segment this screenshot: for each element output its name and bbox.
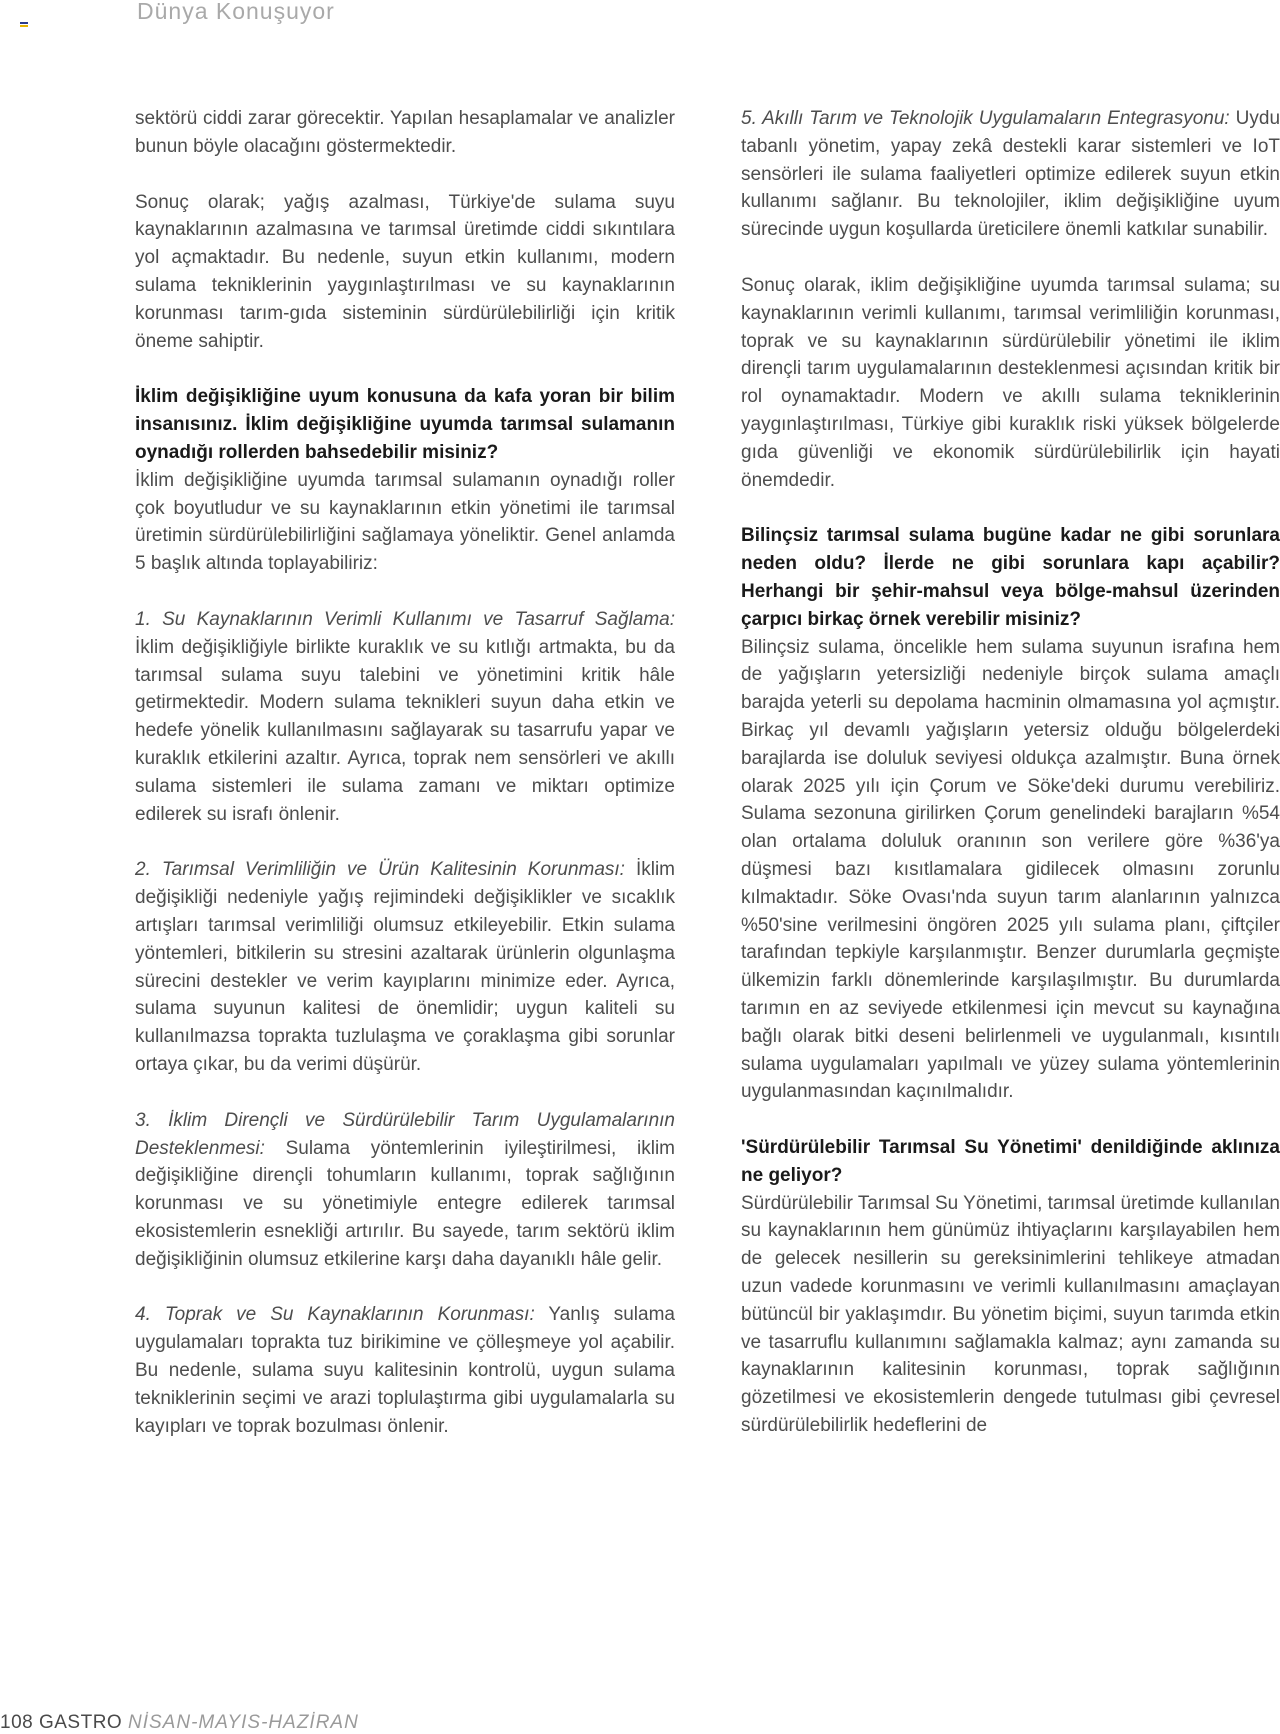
list-item-title: 5. Akıllı Tarım ve Teknolojik Uygulamaların Entegrasyonu: (741, 108, 1230, 129)
header-mark-bar-bottom (20, 25, 28, 27)
magazine-name: GASTRO (38, 1712, 123, 1733)
section-title: Dünya Konuşuyor (137, 0, 335, 24)
interview-question: İklim değişikliğine uyum konusuna da kafa yoran bir bilim insanısınız. İklim değişikliğine uyumda tarımsal sulamanın oynadığı rollerden bahsedebilir misiniz? (135, 386, 675, 463)
list-item (135, 1107, 675, 1274)
list-item-title: 1. Su Kaynaklarının Verimli Kullanımı ve Tasarruf Sağlama: (135, 608, 675, 630)
paragraph: Sonuç olarak; yağış azalması, Türkiye'de sulama suyu kaynaklarının azalmasına ve tarımsal üretimde ciddi sıkıntılara yol açmaktadır. Bu nedenle, suyun etkin kullanımı, modern sulama tekniklerinin yaygınlaştırılması ve su kaynaklarının korunması tarım-gıda sisteminin sürdürülebilirliği için kritik öneme sahiptir. (135, 191, 675, 352)
interview-answer: Bilinçsiz sulama, öncelikle hem sulama suyunun israfına hem de yağışların yetersizliği nedeniyle birçok sulama amaçlı barajda yeterli su depolama hacminin olmamasına yol açmıştır. Birkaç yıl devamlı yağışların yetersiz olduğu bölgelerdeki barajlarda ise doluluk seviyesi oldukça azalmıştır. Buna örnek olarak 2025 yılı için Çorum ve Söke'deki durumu verebiliriz. Sulama sezonuna girilirken Çorum genelindeki barajların %54 olan ortalama doluluk oranının son verilere göre %36'ya düşmesi bazı kısıtlamalara gidilecek olmasını zorunlu kılmaktadır. Söke Ovası'nda suyun tarım alanlarının yalnızca %50'sine verilmesini öngören 2025 yılı sulama planı, çiftçiler tarafından tepkiyle karşılanmıştır. Benzer durumlarla geçmişte ülkemizin farklı dönemlerinde karşılaşılmıştır. Bu durumlarda tarımın en az seviyede etkilenmesi için mevcut su kaynağına bağlı olarak bitki deseni belirlenmeli ve uygulanmalı, kısıntılı sulama uygulamaları yapılmalı ve yüzey sulama yöntemlerinin uygulanmasından kaçınılmalıdır. (741, 636, 1280, 1103)
interview-question: 'Sürdürülebilir Tarımsal Su Yönetimi' denildiğinde aklınıza ne geliyor? (741, 1137, 1280, 1186)
interview-answer: Sürdürülebilir Tarımsal Su Yönetimi, tarımsal üretimde kullanılan su kaynaklarının hem günümüz ihtiyaçlarını karşılayabilen hem de gelecek nesillerin su gereksinimlerini tehlikeye atmadan uzun vadede korunmasını ve verimli kullanılmasını amaçlayan bütüncül bir yaklaşımdır. Bu yönetim biçimi, suyun tarımda etkin ve tasarruflu kullanımını sağlamakla kalmaz; aynı zamanda su kaynaklarının kalitesinin korunması, toprak sağlığının gözetilmesi ve ekosistemlerin dengede tutulması gibi çevresel sürdürülebilirlik hedeflerini de (741, 1192, 1280, 1437)
issue-label: NİSAN-MAYIS-HAZİRAN (128, 1712, 359, 1733)
interview-question: Bilinçsiz tarımsal sulama bugüne kadar ne gibi sorunlara neden oldu? İlerde ne gibi sorunlara kapı açabilir? Herhangi bir şehir-mahsul veya bölge-mahsul üzerinden çarpıcı birkaç örnek verebilir misiniz? (741, 525, 1280, 630)
paragraph: sektörü ciddi zarar görecektir. Yapılan hesaplamalar ve analizler bunun böyle olacağını göstermektedir. (135, 108, 675, 157)
list-item (741, 105, 1280, 244)
list-item-body: Uydu tabanlı yönetim, yapay zekâ destekli karar sistemleri ve IoT sensörleri ile sulama faaliyetleri optimize edilerek suyun etkin kullanımı sağlanır. Bu teknolojiler, iklim değişikliğine uyum sürecinde uygun koşullarda üreticilere önemli katkılar sunabilir. (741, 108, 1280, 241)
left-column (135, 105, 675, 1468)
interview-answer: İklim değişikliğine uyumda tarımsal sulamanın oynadığı roller çok boyutludur ve su kaynaklarının etkin yönetimi ile tarımsal üretimin sürdürülebilirliğini sağlamaya yöneliktir. Genel anlamda 5 başlık altında toplayabiliriz: (135, 469, 675, 575)
header-logo-mark (20, 22, 28, 27)
paragraph: Sonuç olarak, iklim değişikliğine uyumda tarımsal sulama; su kaynaklarının verimli kullanımı, tarımsal verimliliğin korunması, toprak ve su kaynaklarının sürdürülebilir yönetimi ile iklim dirençli tarım uygulamalarının desteklenmesi açısından kritik bir rol oynamaktadır. Modern ve akıllı sulama tekniklerinin yaygınlaştırılması, Türkiye gibi kuraklık riski yüksek bölgelerde gıda güvenliği ve ekonomik sürdürülebilirlik için hayati önemdedir. (741, 274, 1280, 491)
list-item-body: İklim değişikliği nedeniyle yağış rejimindeki değişiklikler ve sıcaklık artışları tarımsal verimliliği olumsuz etkileyebilir. Etkin sulama yöntemleri, bitkilerin su stresini azaltarak ürünlerin olgunlaşma sürecini destekler ve verim kayıplarını minimize eder. Ayrıca, sulama suyunun kalitesi de önemlidir; uygun kaliteli su kullanılmazsa toprakta tuzlulaşma ve çoraklaşma gibi sorunlar ortaya çıkar, bu da verimi düşürür. (135, 859, 675, 1075)
list-item-body: Yanlış sulama uygulamaları toprakta tuz birikimine ve çölleşmeye yol açabilir. Bu nedenle, sulama suyu kalitesinin kontrolü, uygun sulama tekniklerinin seçimi ve arazi toplulaştırma gibi uygulamalarla su kayıpları ve toprak bozulması önlenir. (135, 1304, 675, 1437)
right-column (741, 105, 1280, 1468)
list-item (135, 856, 675, 1078)
page-number: 108 (0, 1712, 34, 1733)
list-item-title: 3. İklim Dirençli ve Sürdürülebilir Tarım Uygulamalarının Desteklenmesi: (135, 1109, 675, 1159)
list-item-body: İklim değişikliğiyle birlikte kuraklık ve su kıtlığı artmakta, bu da tarımsal sulama suyu talebini ve yönetimini kritik hâle getirmektedir. Modern sulama teknikleri suyun daha etkin ve hedefe yönelik kullanılmasını sağlayarak su tasarrufu yapar ve kuraklık etkilerini azaltır. Ayrıca, toprak nem sensörleri ve akıllı sulama sistemleri ile sulama zamanı ve miktarı optimize edilerek su israfı önlenir. (135, 636, 675, 825)
list-item-body: Sulama yöntemlerinin iyileştirilmesi, iklim değişikliğine dirençli tohumların kullanımı, toprak sağlığının korunması ve su yönetimiyle entegre edilerek tarımsal ekosistemlerin esnekliği artırılır. Bu sayede, tarım sektörü iklim değişikliğinin olumsuz etkilerine karşı daha dayanıklı hâle gelir. (135, 1137, 675, 1270)
header-mark-bar-top (20, 22, 28, 24)
page-footer (0, 1712, 359, 1734)
list-item (135, 1301, 675, 1440)
list-item-title: 2. Tarımsal Verimliliğin ve Ürün Kalitesinin Korunması: (135, 859, 625, 881)
list-item-title: 4. Toprak ve Su Kaynaklarının Korunması: (135, 1304, 535, 1326)
list-item (135, 606, 675, 828)
